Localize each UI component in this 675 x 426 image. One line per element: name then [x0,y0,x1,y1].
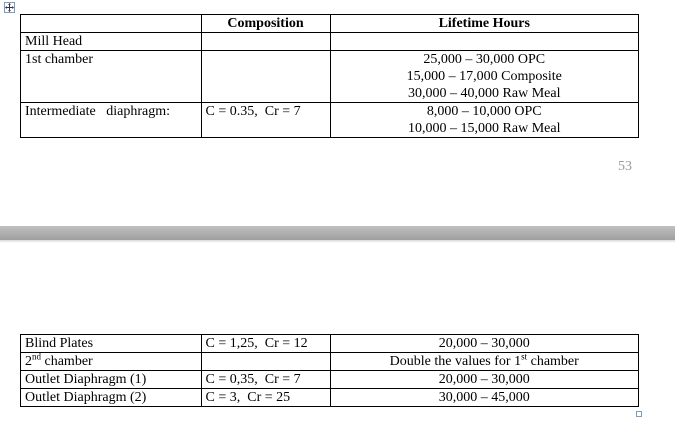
row-composition [201,353,330,371]
row-lifetime [330,51,639,103]
part-rest: chamber [41,354,93,369]
lifetime-ordinal-suffix: st [521,351,528,362]
table-row [21,389,639,407]
table-move-handle-icon[interactable] [4,2,15,13]
table-row [21,33,639,51]
row-lifetime [330,353,639,371]
row-composition [201,33,330,51]
page-break-separator [0,226,675,240]
row-composition: C = 0.35, Cr = 7 [201,103,330,138]
row-part: Outlet Diaphragm (1) [21,371,202,389]
row-part: Outlet Diaphragm (2) [21,389,202,407]
header-cell-empty [21,15,202,33]
part-ordinal: 2 [25,354,32,369]
row-part: Mill Head [21,33,202,51]
header-lifetime-hours: Lifetime Hours [330,15,639,33]
table-resize-handle-icon[interactable] [636,411,642,417]
lifetime-rest: chamber [527,354,579,369]
row-part: Blind Plates [21,335,202,353]
row-lifetime [330,33,639,51]
row-lifetime: 30,000 – 45,000 [330,389,639,407]
row-lifetime: 20,000 – 30,000 [330,335,639,353]
row-part: Intermediate diaphragm: [21,103,202,138]
lifetime-line: 10,000 – 15,000 Raw Meal [408,121,561,136]
lifetime-table-bottom [20,334,639,407]
lifetime-table-top [20,14,639,138]
lifetime-line: 15,000 – 17,000 Composite [406,69,562,84]
table-row [21,371,639,389]
page-number: 53 [618,159,632,174]
table-row [21,51,639,103]
table-header-row [21,15,639,33]
row-composition: C = 0,35, Cr = 7 [201,371,330,389]
row-lifetime [330,103,639,138]
row-lifetime: 20,000 – 30,000 [330,371,639,389]
row-composition [201,51,330,103]
part-ordinal-suffix: nd [32,351,41,362]
header-composition: Composition [201,15,330,33]
table-row [21,353,639,371]
row-part [21,353,202,371]
lifetime-line: 30,000 – 40,000 Raw Meal [408,86,561,101]
lifetime-line: 25,000 – 30,000 OPC [423,52,546,67]
row-composition: C = 3, Cr = 25 [201,389,330,407]
page-break-shadow [0,240,675,243]
lifetime-line: 8,000 – 10,000 OPC [426,104,542,119]
lifetime-main: Double the values for 1 [389,354,522,369]
table-row [21,335,639,353]
row-composition: C = 1,25, Cr = 12 [201,335,330,353]
table-row [21,103,639,138]
row-part: 1st chamber [21,51,202,103]
